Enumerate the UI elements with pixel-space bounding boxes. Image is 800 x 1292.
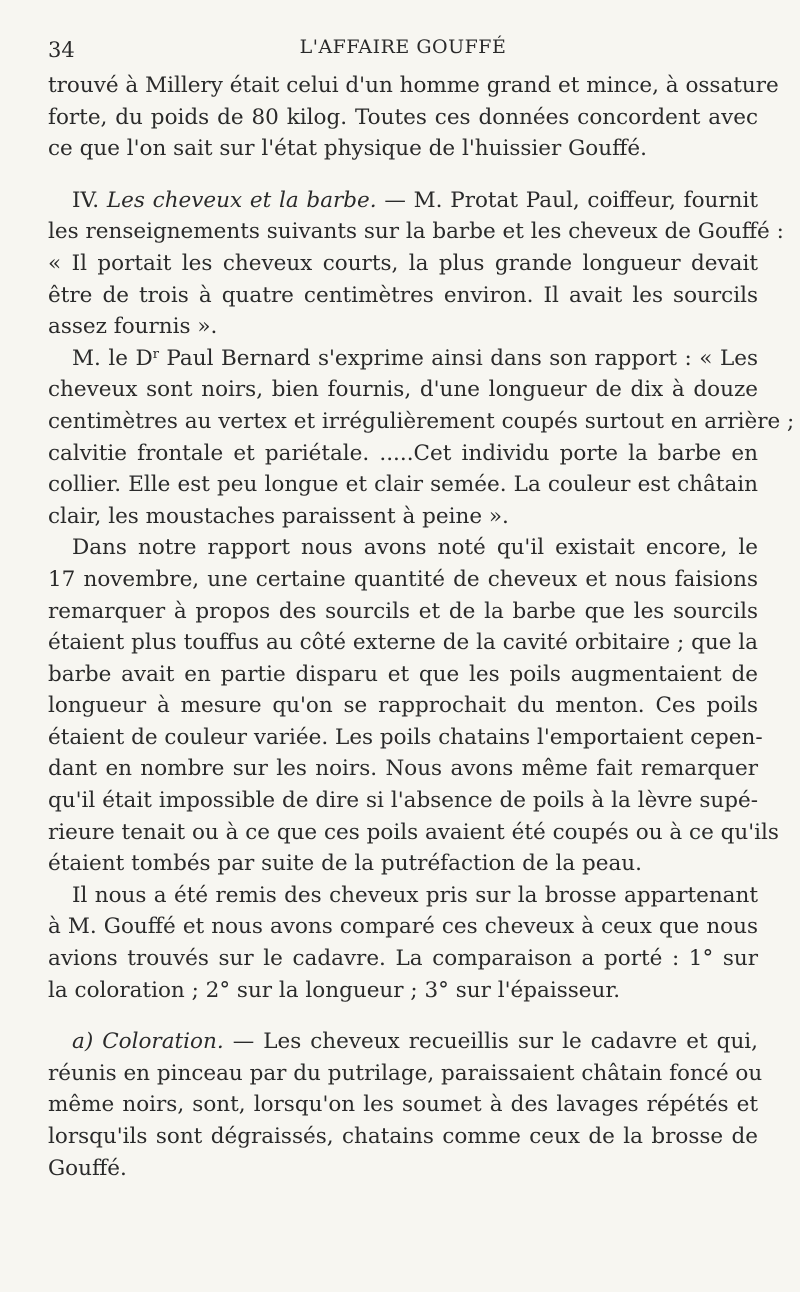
- subsection-heading: a) Coloration.: [72, 1029, 224, 1055]
- text-line: Il nous a été remis des cheveux pris sur la brosse appartenant: [72, 882, 758, 908]
- text-line: longueur à mesure qu'on se rapprochait du menton. Ces poils: [48, 693, 758, 719]
- text-line: étaient tombés par suite de la putréfaction de la peau.: [48, 851, 642, 877]
- page-header: [48, 30, 758, 70]
- text-line: collier. Elle est peu longue et clair semée. La couleur est châtain: [48, 472, 758, 498]
- paragraph-coloration: [48, 1026, 763, 1184]
- text-line: « Il portait les cheveux courts, la plus grande longueur devait: [48, 250, 758, 276]
- text-line: M. le $D^r$ Paul Bernard s'exprime ainsi dans son rapport : « Les: [72, 345, 758, 371]
- paragraph-bernard-report: [48, 343, 795, 533]
- text-line: rieure tenait ou à ce que ces poils avaient été coupés ou à ce qu'ils: [48, 819, 779, 845]
- section-number: IV.: [72, 187, 100, 213]
- text-line: calvitie frontale et pariétale. .....Cet individu porte la barbe en: [48, 440, 758, 466]
- paragraph-our-report: [48, 532, 779, 880]
- text-line: trouvé à Millery était celui d'un homme grand et mince, à ossature: [48, 73, 779, 98]
- text-line: ce que l'on sait sur l'état physique de l'huissier Gouffé.: [48, 136, 647, 162]
- text-line: centimètres au vertex et irrégulièrement coupés surtout en arrière ;: [48, 408, 795, 434]
- text-line: les renseignements suivants sur la barbe et les cheveux de Gouffé :: [48, 219, 784, 245]
- text-line: étaient plus touffus au côté externe de la cavité orbitaire ; que la: [48, 630, 758, 656]
- text-line: Dans notre rapport nous avons noté qu'il existait encore, le: [72, 535, 758, 561]
- section-heading: Les cheveux et la barbe.: [106, 187, 377, 213]
- text-line: clair, les moustaches paraissent à peine ».: [48, 503, 509, 529]
- book-page: [48, 30, 795, 1184]
- text-line: réunis en pinceau par du putrilage, paraissaient châtain foncé ou: [48, 1060, 763, 1086]
- text-line: dant en nombre sur les noirs. Nous avons même fait remarquer: [48, 756, 758, 782]
- paragraph-brush-comparison: [48, 880, 758, 1006]
- text-line: IV. Les cheveux et la barbe. — M. Protat Paul, coiffeur, fournit: [72, 187, 759, 213]
- text-line: forte, du poids de 80 kilog. Toutes ces données concordent avec: [48, 104, 758, 130]
- running-title: L'AFFAIRE GOUFFÉ: [299, 36, 507, 58]
- text-line: la coloration ; 2° sur la longueur ; 3° sur l'épaisseur.: [48, 977, 621, 1003]
- text-line: lorsqu'ils sont dégraissés, chatains comme ceux de la brosse de: [48, 1124, 758, 1149]
- text-line: Gouffé.: [48, 1155, 127, 1181]
- text-line: avions trouvés sur le cadavre. La comparaison a porté : 1° sur: [48, 946, 758, 972]
- paragraph-continuation: [48, 70, 779, 165]
- text-line: qu'il était impossible de dire si l'absence de poils à la lèvre supé-: [48, 788, 758, 814]
- text-line: être de trois à quatre centimètres environ. Il avait les sourcils: [48, 282, 758, 308]
- text-line: a) Coloration. — Les cheveux recueillis sur le cadavre et qui,: [72, 1029, 758, 1055]
- text-line: à M. Gouffé et nous avons comparé ces cheveux à ceux que nous: [48, 914, 758, 940]
- text-line: cheveux sont noirs, bien fournis, d'une longueur de dix à douze: [48, 377, 758, 403]
- text-line: étaient de couleur variée. Les poils chatains l'emportaient cepen-: [48, 724, 763, 750]
- paragraph-section-iv: [48, 185, 784, 343]
- text-line: remarquer à propos des sourcils et de la barbe que les sourcils: [48, 598, 758, 624]
- text-line: assez fournis ».: [48, 314, 218, 340]
- text-line: 17 novembre, une certaine quantité de cheveux et nous faisions: [48, 566, 758, 592]
- text-line: barbe avait en partie disparu et que les poils augmentaient de: [48, 661, 758, 687]
- page-number: 34: [48, 38, 75, 62]
- text-line: même noirs, sont, lorsqu'on les soumet à des lavages répétés et: [48, 1092, 758, 1118]
